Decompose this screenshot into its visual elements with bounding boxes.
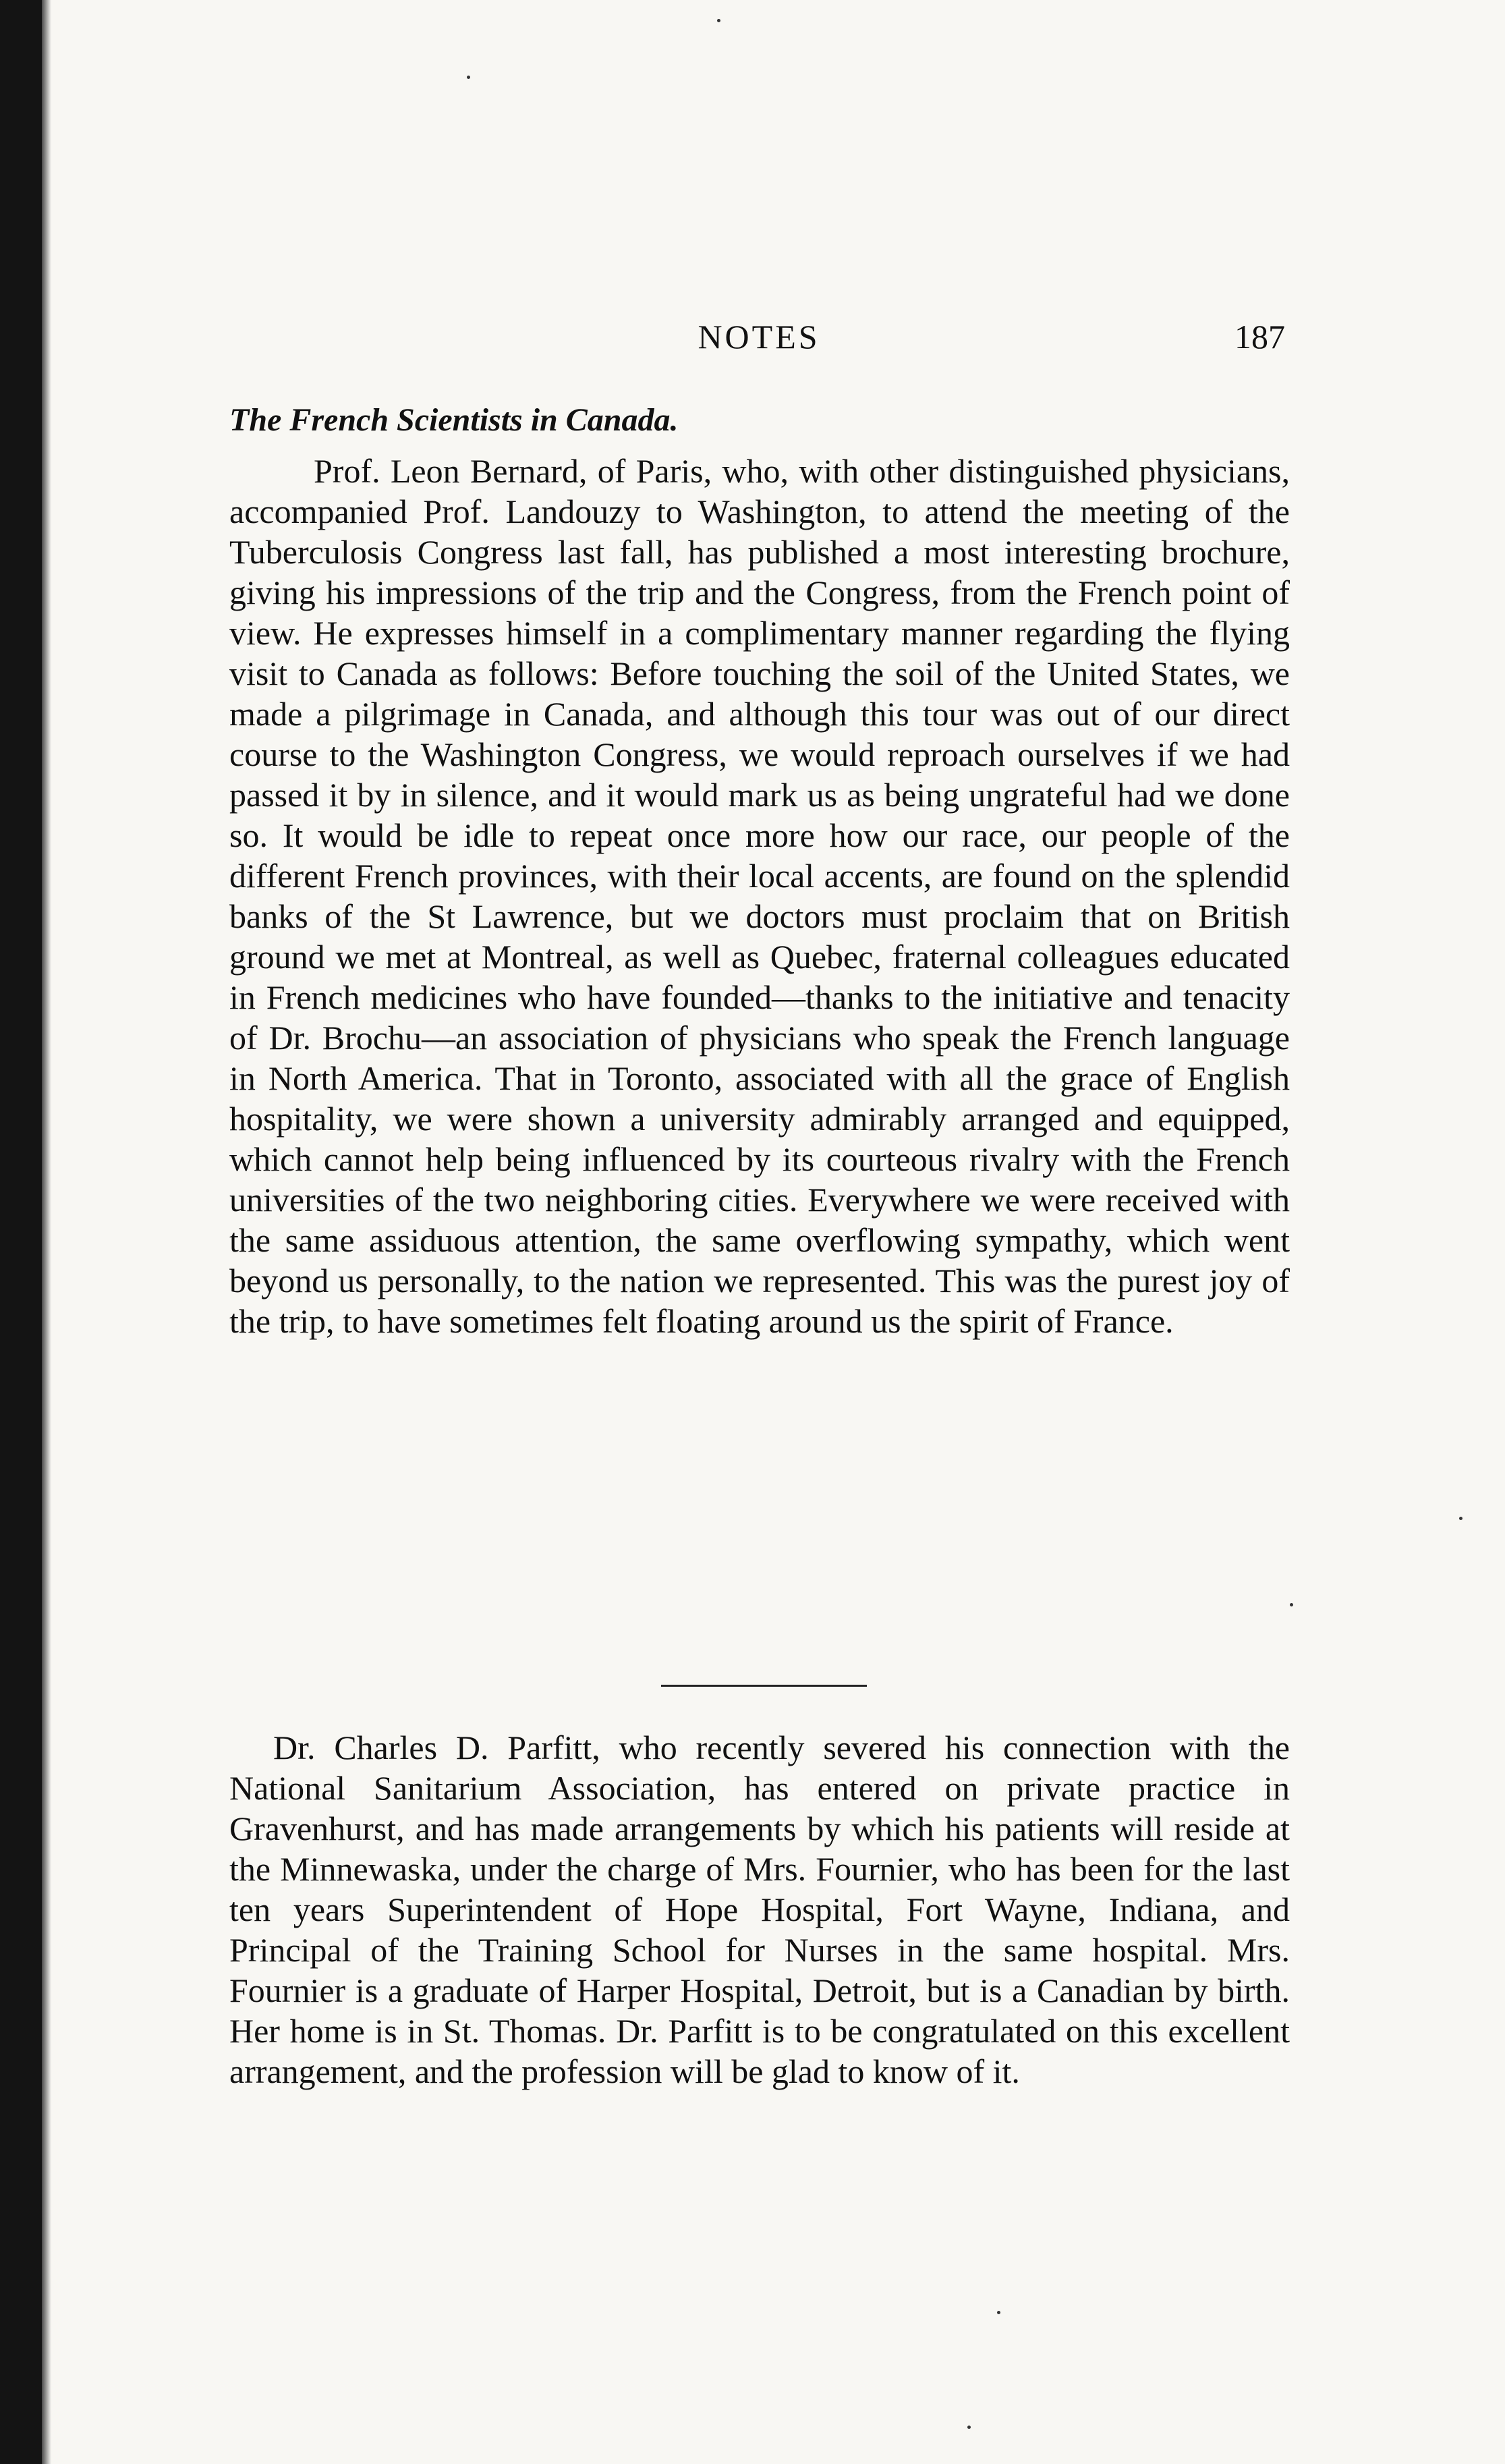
print-speck [967, 2426, 971, 2429]
running-title: NOTES [698, 318, 820, 356]
paragraph-parfitt: Dr. Charles D. Parfitt, who recently severed his connection with the National Sanitarium Association, has entered on private practice in Gravenhurst, and has made arrangements by which his patients will reside at the Minnewaska, under the charge of Mrs. Fournier, who has been for the last ten years Superintendent of Hope Hospital, Fort Wayne, Indiana, and Principal of the Training School for Nurses in the same hospital. Mrs. Fournier is a graduate of Harper Hospital, Detroit, but is a Canadian by birth. Her home is in St. Thomas. Dr. Parfitt is to be congratulated on this excellent arrangement, and the profession will be glad to know of it. [229, 1729, 1290, 2090]
page-binding-shadow [42, 0, 51, 2464]
section-divider-rule [661, 1685, 867, 1687]
page-number: 187 [1234, 318, 1285, 356]
section-heading: The French Scientists in Canada. [229, 402, 679, 438]
print-speck [997, 2311, 1000, 2314]
print-speck [467, 76, 470, 79]
page-binding-edge [0, 0, 42, 2464]
print-speck [1459, 1517, 1463, 1520]
print-speck [717, 19, 720, 22]
running-head [233, 317, 1285, 364]
print-speck [1290, 1603, 1293, 1606]
paragraph-french-scientists: Prof. Leon Bernard, of Paris, who, with other distinguished physicians, accompanied Prof. Landouzy to Washington, to attend the meeting of the Tuberculosis Congress last fall, has published a most interesting brochure, giving his impressions of the trip and the Congress, from the French point of view. He expresses himself in a complimentary manner regarding the flying visit to Canada as follows: Before touching the soil of the United States, we made a pilgrimage in Canada, and although this tour was out of our direct course to the Washington Congress, we would reproach ourselves if we had passed it by in silence, and it would mark us as being ungrateful had we done so. It would be idle to repeat once more how our race, our people of the different French provinces, with their local accents, are found on the splendid banks of the St Lawrence, but we doctors must proclaim that on British ground we met at Montreal, as well as Quebec, fraternal colleagues educated in French medicines who have founded—thanks to the initiative and tenacity of Dr. Brochu—an association of physicians who speak the French language in North America. That in Toronto, associated with all the grace of English hospitality, we were shown a university admirably arranged and equipped, which cannot help being influenced by its courteous rivalry with the French universities of the two neighboring cities. Everywhere we were received with the same assiduous attention, the same overflowing sympathy, which went beyond us personally, to the nation we represented. This was the purest joy of the trip, to have sometimes felt floating around us the spirit of France. [229, 452, 1290, 1340]
